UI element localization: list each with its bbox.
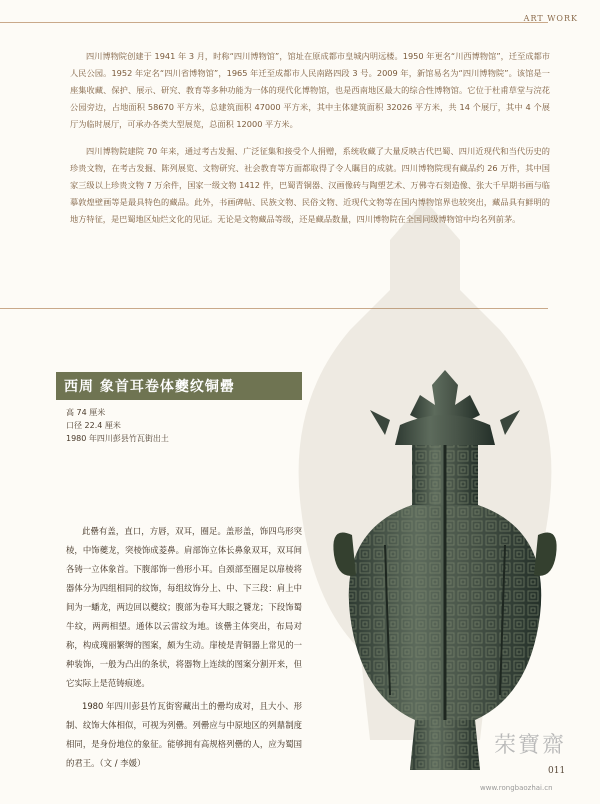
artifact-provenance: 1980 年四川彭县竹瓦街出土 <box>66 434 169 443</box>
page-number: 011 <box>548 766 566 776</box>
artifact-title: 西周 象首耳卷体夔纹铜罍 <box>64 379 235 395</box>
description-paragraph-1: 此罍有盖，直口，方唇，双耳，圈足。盖形盖，饰四鸟形突棱，中饰夔龙，突棱饰成菱鼻。肩部饰立体长鼻象双耳，双耳间各铸一立体象首。下腹部饰一兽形小耳。自颈部至圈足以扉棱将器体分为四组相同的纹饰，每组纹饰分上、中、下三段：肩上中间为一蟠龙，两边回以夔纹；腹部为卷耳大眼之饕龙；下段饰蜀牛纹，两两相望。通体以云雷纹为地。该罍主体突出，布局对称，构成瑰丽繁缛的图案，颇为生动。扉棱是青铜器上常见的一种装饰，一般为凸出的条状，将器物上连续的图案分割开来，但它实际上是范铸痕迹。 <box>66 526 302 688</box>
section-tag: ART WORK <box>523 14 578 23</box>
header-line <box>0 22 548 23</box>
artifact-diameter: 口径 22.4 厘米 <box>66 421 121 430</box>
description-paragraph-2: 1980 年四川彭县竹瓦街窖藏出土的罍均成对，且大小、形制、纹饰大体相似，可视为列罍。列罍应与中原地区的列鼎制度相同，是身份地位的象征。能够拥有高规格列罍的人，应为蜀国的君王。（文 / 李媛） <box>66 701 302 768</box>
intro-paragraph-2: 四川博物院建院 70 年来，通过考古发掘、广泛征集和接受个人捐赠，系统收藏了大量反映古代巴蜀、四川近现代和当代历史的珍贵文物，在考古发掘、陈列展览、文物研究、社会教育等方面都取得了令人瞩目的成就。四川博物院现有藏品约 26 万件，其中国家三级以上珍贵文物 7 万余件，国家一级文物 1412 件，巴蜀青铜器、汉画像砖与陶塑艺术、万佛寺石刻造像、张大千早期书画与临摹敦煌壁画等是最具特色的藏品。此外，书画碑帖、民族文物、民俗文物、近现代文物等在国内博物馆界也较突出，藏品具有鲜明的地方特征，是巴蜀地区灿烂文化的见证。无论是文物藏品等级，还是藏品数量，四川博物院在全国同级博物馆中均名列前茅。 <box>70 146 550 224</box>
artifact-height: 高 74 厘米 <box>66 408 106 417</box>
intro-paragraph-1: 四川博物院创建于 1941 年 3 月，时称“四川博物馆”，馆址在原成都市皇城内明远楼。1950 年更名“川西博物馆”，迁至成都市人民公园。1952 年定名“四川省博物馆”，1965 年迁至成都市人民南路四段 3 号。2009 年，新馆易名为“四川博物院”。该馆是一座集收藏、保护、展示、研究、教育等多种功能为一体的现代化博物馆，也是西南地区最大的综合性博物馆。它位于杜甫草堂与浣花公园旁边，占地面积 58670 平方米，总建筑面积 47000 平方米，其中主体建筑面积 32026 平方米，共 14 个展厅，其中 4 个展厅为临时展厅，可承办各类大型展览，总面积 12000 平方米。 <box>70 51 550 129</box>
artifact-title-box <box>56 372 302 400</box>
publisher-url: www.rongbaozhai.cn <box>480 784 553 792</box>
publisher-logo: 荣寶齋 <box>494 733 567 758</box>
artifact-specs <box>66 406 169 445</box>
artifact-description <box>66 522 302 777</box>
bronze-lei-vessel-image <box>330 365 560 780</box>
